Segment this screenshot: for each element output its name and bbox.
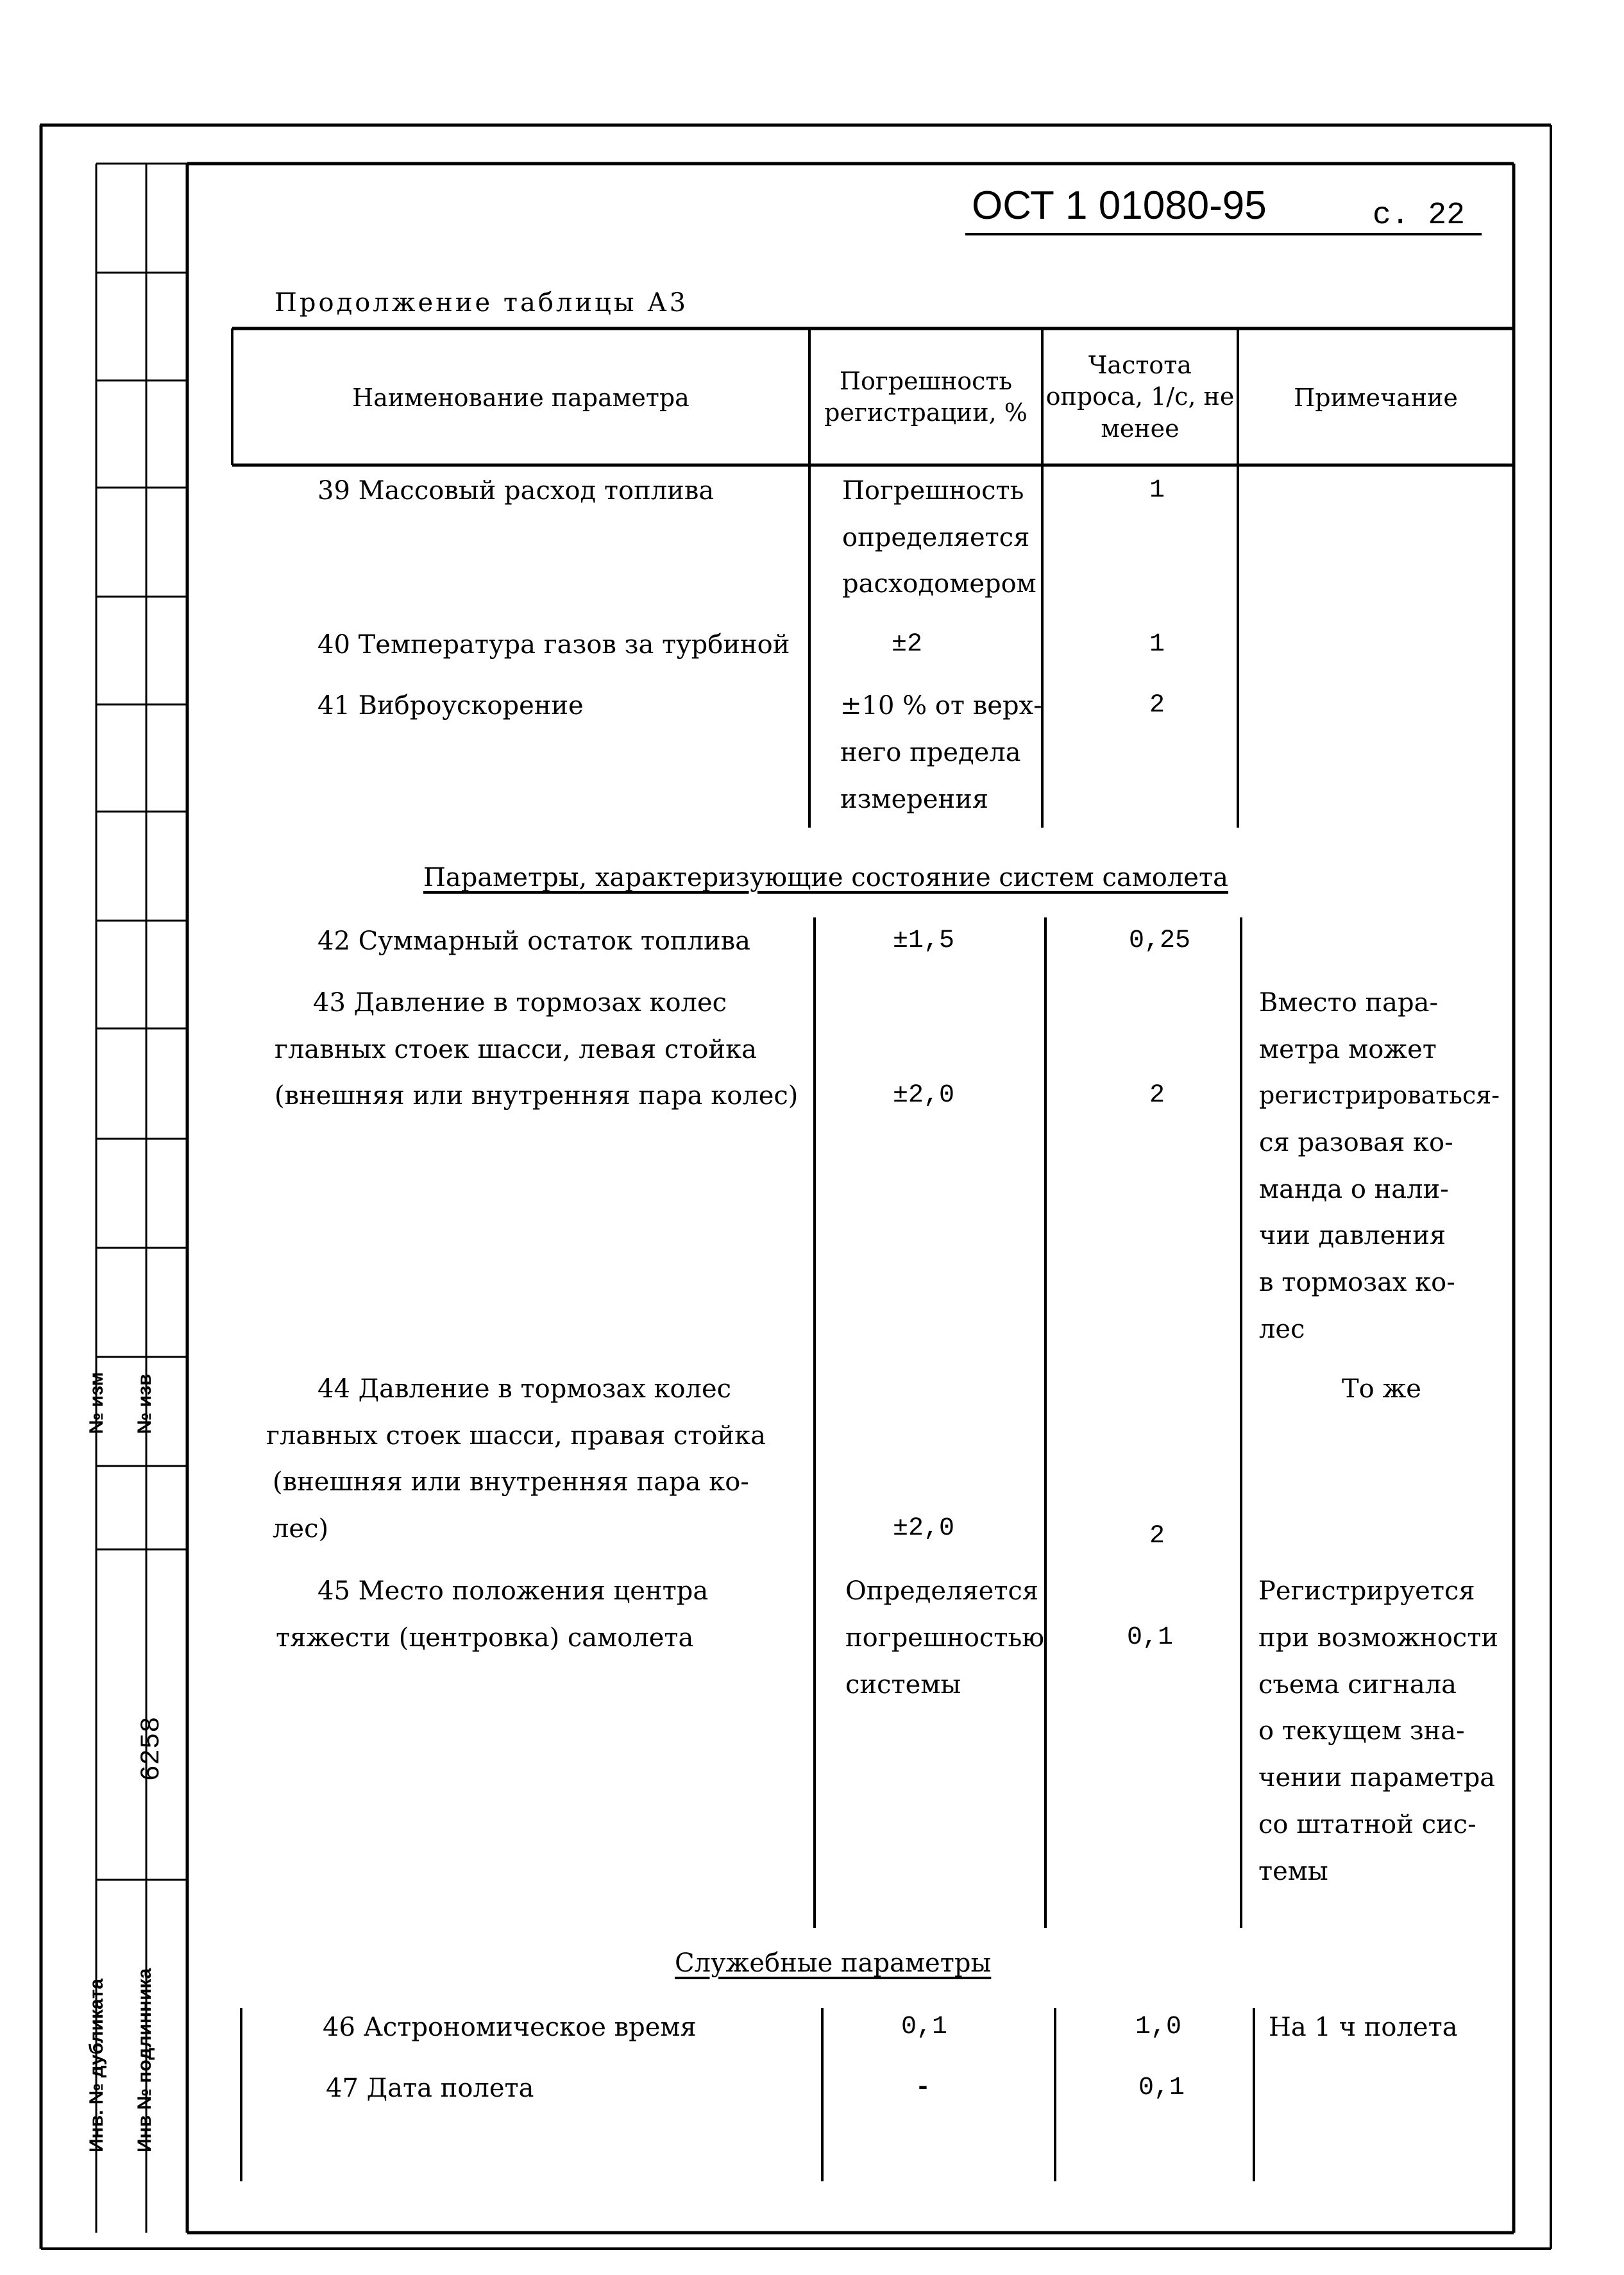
param-error: определяется — [842, 523, 1030, 552]
param-name: тяжести (центровка) самолета — [276, 1623, 694, 1653]
param-name: 39 Массовый расход топлива — [317, 476, 715, 506]
page-number: с. 22 — [1373, 198, 1466, 233]
stamp-label-notice-no: № изв — [134, 1374, 155, 1434]
param-note: манда о нали- — [1259, 1175, 1449, 1204]
param-note: То же — [1342, 1374, 1421, 1404]
param-name: (внешняя или внутренняя пара ко- — [273, 1467, 749, 1497]
stamp-inv-number: 6258 — [136, 1716, 167, 1782]
param-error: ±1,5 — [893, 926, 955, 955]
param-name: 44 Давление в тормозах колес — [317, 1374, 732, 1404]
column-header-name: Наименование параметра — [352, 384, 689, 412]
param-note: ся разовая ко- — [1259, 1128, 1453, 1157]
param-error: 0,1 — [901, 2013, 948, 2041]
param-note: Регистрируется — [1258, 1576, 1475, 1606]
param-note: съема сигнала — [1258, 1670, 1457, 1700]
section-heading-service: Служебные параметры — [675, 1948, 992, 1978]
column-header-note: Примечание — [1294, 384, 1458, 412]
param-note: Вместо пара- — [1259, 988, 1438, 1018]
param-name: 40 Температура газов за турбиной — [317, 630, 790, 660]
param-name: главных стоек шасси, левая стойка — [275, 1035, 757, 1064]
param-frequency: 1 — [1149, 630, 1165, 659]
section-heading-systems: Параметры, характеризующие состояние систем самолета — [423, 863, 1228, 892]
param-note: о текущем зна- — [1258, 1716, 1465, 1746]
param-note: лес — [1259, 1315, 1305, 1344]
param-error: Определяется — [845, 1576, 1039, 1606]
param-error: погрешностью — [845, 1623, 1045, 1653]
column-header-frequency: Частота опроса, 1/с, не менее — [1045, 351, 1235, 443]
stamp-label-change-no: № изм — [86, 1372, 107, 1434]
column-header-error: Погрешность регистрации, % — [824, 367, 1028, 427]
param-frequency: 0,25 — [1129, 926, 1191, 955]
param-error: Погрешность — [842, 476, 1024, 506]
param-error: ±2,0 — [893, 1514, 955, 1543]
param-name: (внешняя или внутренняя пара колес) — [275, 1081, 799, 1111]
param-error: ±2,0 — [893, 1081, 955, 1110]
param-error: системы — [845, 1670, 961, 1700]
param-note: в тормозах ко- — [1259, 1268, 1455, 1297]
param-frequency: 0,1 — [1127, 1623, 1174, 1652]
param-frequency: 2 — [1149, 1522, 1165, 1551]
param-name: 46 Астрономическое время — [323, 2013, 697, 2042]
param-error: него предела — [840, 738, 1021, 767]
param-name: 42 Суммарный остаток топлива — [317, 926, 750, 956]
param-note: На 1 ч полета — [1269, 2013, 1458, 2042]
param-note: при возможности — [1258, 1623, 1498, 1653]
document-code: ОСТ 1 01080-95 — [972, 183, 1267, 228]
param-note: темы — [1258, 1857, 1328, 1886]
param-note: регистрироваться- — [1259, 1081, 1500, 1109]
param-name: лес) — [273, 1514, 329, 1544]
stamp-label-duplicate-inv: Инв. № дубликата — [86, 1978, 107, 2152]
param-frequency: 1 — [1149, 476, 1165, 505]
param-frequency: 1,0 — [1135, 2013, 1182, 2041]
param-name: 45 Место положения центра — [317, 1576, 709, 1606]
param-name: 41 Виброускорение — [317, 691, 584, 720]
param-note: метра может — [1259, 1035, 1437, 1064]
param-error: измерения — [840, 785, 989, 814]
param-error: ±2 — [892, 630, 923, 659]
param-error: ±10 % от верх- — [840, 691, 1042, 720]
param-error: расходомером — [842, 569, 1036, 599]
param-frequency: 2 — [1149, 1081, 1165, 1110]
stamp-label-original-inv: Инв № подлинника — [134, 1968, 155, 2152]
param-frequency: 0,1 — [1138, 2074, 1185, 2102]
param-name: 47 Дата полета — [326, 2074, 534, 2103]
param-name: главных стоек шасси, правая стойка — [266, 1421, 766, 1451]
param-note: чии давления — [1259, 1221, 1446, 1250]
param-error: - — [915, 2074, 931, 2102]
param-note: со штатной сис- — [1258, 1810, 1476, 1839]
param-frequency: 2 — [1149, 691, 1165, 720]
param-name: 43 Давление в тормозах колес — [313, 988, 727, 1018]
table-caption: Продолжение таблицы А3 — [275, 288, 689, 318]
param-note: чении параметра — [1258, 1763, 1496, 1793]
